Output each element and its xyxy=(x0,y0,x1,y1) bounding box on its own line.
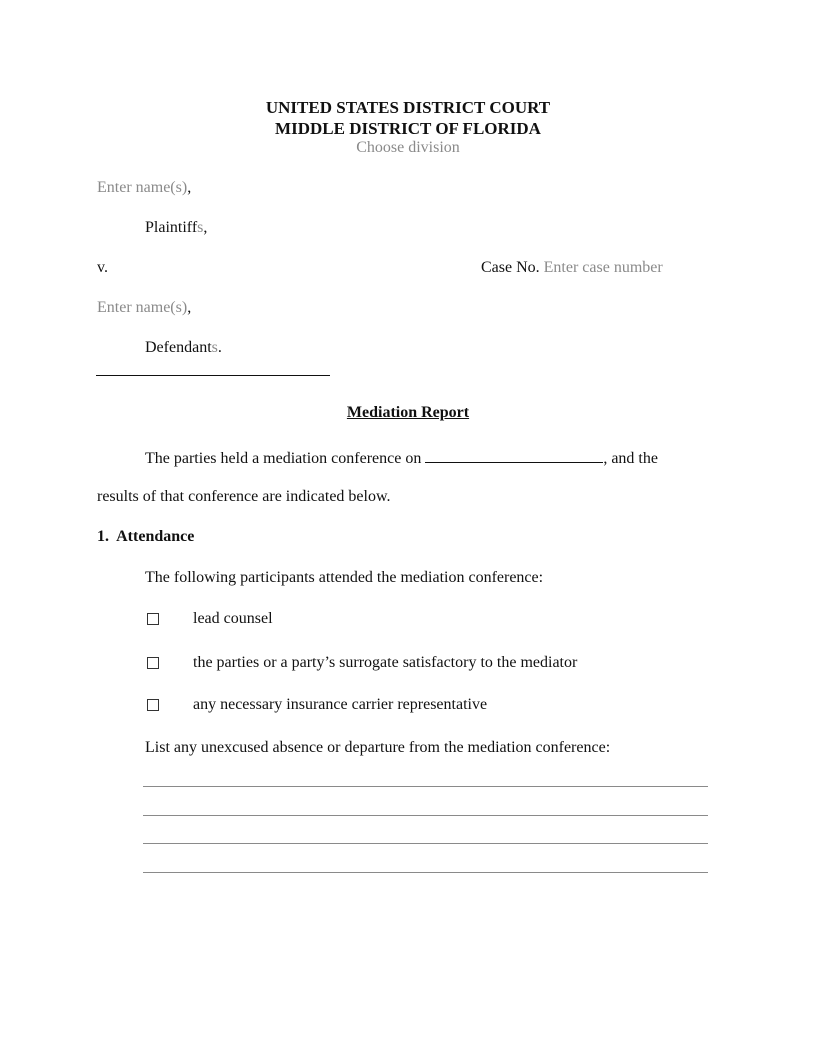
case-number-line xyxy=(481,259,663,277)
plaintiff-label-main: Plaintiff xyxy=(145,219,198,236)
defendant-plural-suffix[interactable]: s xyxy=(211,339,218,356)
plaintiff-name-line xyxy=(97,179,191,197)
defendant-label-main: Defendant xyxy=(145,339,212,356)
court-name-line2: MIDDLE DISTRICT OF FLORIDA xyxy=(275,119,541,138)
plaintiff-name-field[interactable]: Enter name(s) xyxy=(97,179,188,196)
plaintiff-label xyxy=(145,219,207,237)
court-name-line1: UNITED STATES DISTRICT COURT xyxy=(265,98,551,117)
absence-line-2[interactable] xyxy=(143,815,708,816)
defendant-name-comma: , xyxy=(187,299,192,316)
plaintiff-label-end: , xyxy=(203,219,208,236)
defendant-name-line xyxy=(97,299,191,317)
attendance-intro: The following participants attended the mediation conference: xyxy=(145,569,544,586)
attendance-heading-text: Attendance xyxy=(116,528,195,545)
intro-line1-start: The parties held a mediation conference on xyxy=(145,450,422,467)
versus-label: v. xyxy=(97,259,108,276)
absence-line-3[interactable] xyxy=(143,843,708,844)
absence-line-4[interactable] xyxy=(143,872,708,873)
defendant-name-field[interactable]: Enter name(s) xyxy=(97,299,188,316)
case-number-field[interactable]: Enter case number xyxy=(543,259,663,276)
plaintiff-name-comma: , xyxy=(187,179,192,196)
insurance-carrier-checkbox[interactable] xyxy=(147,699,159,711)
defendant-label-end: . xyxy=(217,339,222,356)
intro-line2: results of that conference are indicated below. xyxy=(97,488,391,505)
caption-divider xyxy=(96,375,330,376)
defendant-label xyxy=(145,339,222,357)
conference-date-blank[interactable] xyxy=(425,448,603,463)
parties-checkbox[interactable] xyxy=(147,657,159,669)
report-title: Mediation Report xyxy=(346,404,470,421)
absence-line-1[interactable] xyxy=(143,786,708,787)
parties-label: the parties or a party’s surrogate satisfactory to the mediator xyxy=(193,654,578,671)
case-number-label: Case No. xyxy=(481,259,540,276)
absence-prompt: List any unexcused absence or departure from the mediation conference: xyxy=(145,739,611,756)
plaintiff-plural-suffix[interactable]: s xyxy=(197,219,204,236)
intro-line1 xyxy=(145,448,658,468)
lead-counsel-label: lead counsel xyxy=(193,610,273,627)
attendance-heading xyxy=(97,528,194,546)
insurance-carrier-label: any necessary insurance carrier representative xyxy=(193,696,488,713)
attendance-heading-number: 1. xyxy=(97,528,109,545)
lead-counsel-checkbox[interactable] xyxy=(147,613,159,625)
division-dropdown[interactable]: Choose division xyxy=(356,139,460,156)
intro-line1-end: , and the xyxy=(603,450,658,467)
